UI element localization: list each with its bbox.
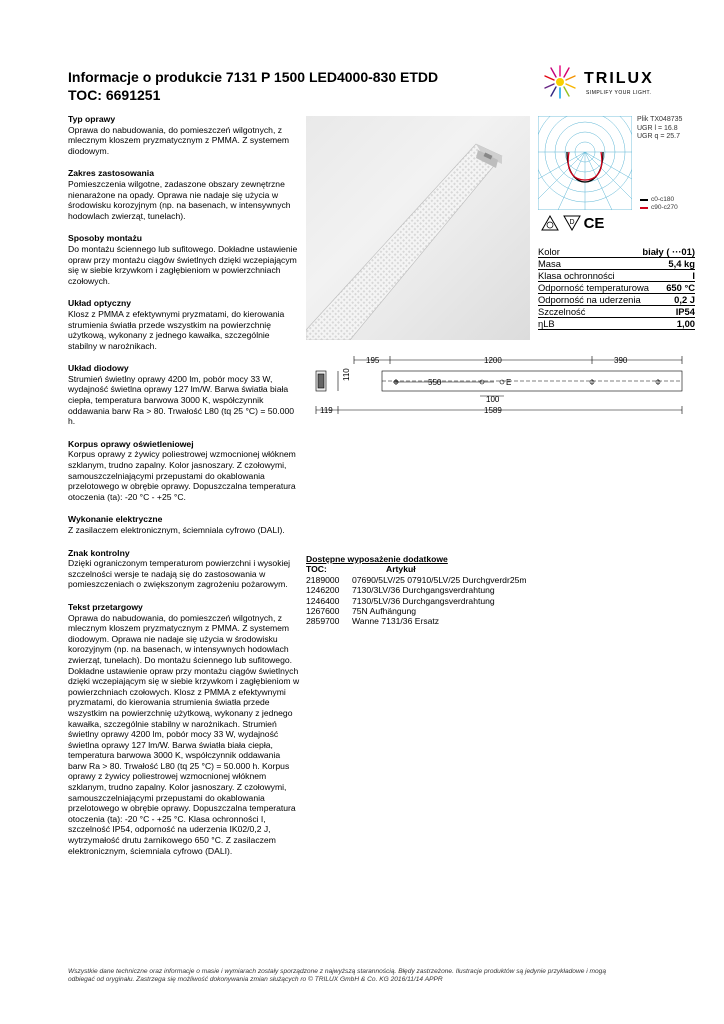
accessory-name: 75N Aufhängung <box>352 606 417 617</box>
prop-row-klasa <box>538 270 695 282</box>
section-sposoby-montazu <box>68 233 300 286</box>
section-heading: Korpus oprawy oświetleniowej <box>68 438 194 449</box>
logo-wordmark: TRILUX <box>584 70 654 87</box>
prop-row-eta-lb <box>538 318 695 330</box>
dim-119: 119 <box>320 406 333 415</box>
section-text: Do montażu ściennego lub sufitowego. Dokładne ustawienie opraw przy montażu ciągów świetlnych dzięki wczepiającym się w siebie krzywkom i zagłębieniom w powierzchniach czołowych. <box>68 243 298 286</box>
accessory-toc: 1267600 <box>306 606 340 617</box>
prop-label: Klasa ochronności <box>538 270 615 281</box>
dim-110: 110 <box>342 368 351 381</box>
section-heading: Tekst przetargowy <box>68 601 143 612</box>
title-line-2: TOC: 6691251 <box>68 87 161 103</box>
polar-legend <box>640 196 678 212</box>
legend-item <box>640 196 678 204</box>
properties-table <box>538 246 695 330</box>
ex-triangle-icon <box>541 215 559 231</box>
prop-value: 5,4 kg <box>668 258 695 269</box>
d-mark-icon <box>563 215 581 231</box>
section-tekst-przetargowy <box>68 602 300 856</box>
prop-value: 0,2 J <box>674 294 695 305</box>
accessories-header <box>306 564 596 574</box>
section-heading: Sposoby montażu <box>68 233 143 244</box>
legend-label: c0-c180 <box>651 196 675 203</box>
section-text: Pomieszczenia wilgotne, zadaszone obszary zewnętrzne nienarażone na opady. Oprawa nie nadaje się użycia w środowisku korozyjnym (np. na basenach, w intensywnych hodowlach zwierząt, tunelach). <box>68 178 291 221</box>
description-column <box>68 114 300 868</box>
section-text: Strumień świetlny oprawy 4200 lm, pobór mocy 33 W, wydajność świetlna oprawy 127 lm/W. Barwa światła biała ciepła, temperatura barwowa 3000 K, współczynnik oddawania barw Ra > 80. Trwałość L80 (tq 25 °C) = 50.000 h. <box>68 373 295 427</box>
prop-value: 650 °C <box>666 282 695 293</box>
dim-390: 390 <box>614 356 628 365</box>
col-artykul: Artykuł <box>386 564 416 575</box>
legend-swatch-red <box>640 207 648 209</box>
prop-row-szczelnosc <box>538 306 695 318</box>
legend-swatch-black <box>640 199 648 201</box>
prop-label: Masa <box>538 258 561 269</box>
col-toc: TOC: <box>306 564 327 575</box>
dim-550: 550 <box>428 378 442 387</box>
section-zakres-zastosowania <box>68 168 300 221</box>
ugr-l: UGR l = 16.8 <box>637 124 678 132</box>
footer-line-2: odbiegać od oryginału. Zastrzega się możliwość dokonywania zmian służących ro © TRILUX GmbH & Co. KG 2016/11/14 APPR <box>68 976 443 984</box>
accessory-toc: 1246200 <box>306 585 340 596</box>
accessory-name: Wanne 7131/36 Ersatz <box>352 616 440 627</box>
product-photo <box>306 116 530 340</box>
prop-label: Odporność na uderzenia <box>538 294 641 305</box>
section-text: Korpus oprawy z żywicy poliestrowej wzmocnionej włóknem szklanym, trudno zapalny. Kolor jasnoszary. Z czołowymi, samouszczelniającymi przepustami do okablowania przelotowego w obrębie oprawy. Dopuszczalna temperatura otoczenia (ta): -20 °C - +25 °C. <box>68 449 296 502</box>
ugr-q: UGR q = 25.7 <box>637 133 680 141</box>
section-text: Klosz z PMMA z efektywnymi pryzmatami, do kierowania strumienia światła przede wszystkim na powierzchnię użytkową, wykonany z jednego kawałka, szczególnie stabilny w narożnikach. <box>68 308 285 351</box>
d-mark-letter: D <box>569 219 575 226</box>
prop-row-uderzenia <box>538 294 695 306</box>
prop-label: ηLB <box>538 318 555 329</box>
section-heading: Znak kontrolny <box>68 547 130 558</box>
section-heading: Typ oprawy <box>68 114 116 124</box>
section-text: Oprawa do nabudowania, do pomieszczeń wilgotnych, z mlecznym kloszem pryzmatycznym z PMMA. Z systemem diodowym. Oprawa nie nadaje się użycia w środowisku korozyjnym (np. na basenach, w intensywnych hodowlach zwierząt, tunelach). Do montażu ściennego lub sufitowego. Dokładne ustawienie opraw przy montażu ciągów świetlnych dzięki wczepiającym się w siebie krzywkom i zagłębieniom w powierzchniach czołowych. Klosz z PMMA z efektywnymi pryzmatami, do kierowania strumienia światła przede wszystkim na powierzchnię użytkową, wykonany z jednego kawałka, szczególnie stabilny w narożnikach. Strumień świetlny oprawy 4200 lm, pobór mocy 33 W, wydajność świetlna oprawy 127 lm/W. Barwa światła biała ciepła, temperatura barwowa 3000 K, współczynnik oddawania barw Ra > 80. Trwałość L80 (tq 25 °C) = 50.000 h. Korpus oprawy z żywicy poliestrowej wzmocnionej włóknem szklanym, trudno zapalny. Kolor jasnoszary. Z czołowymi, samouszczelniającymi przepustami do okablowania przelotowego w obrębie oprawy. Dopuszczalna temperatura otoczenia (ta): -20 °C - +25 °C. Klasa ochronności I, szczelność IP54, odporność na uderzenia IK02/0,2 J, wytrzymałość drutu żarnikowego 650 °C. Z zasilaczem elektronicznym, ściemniala cyfrowo (DALI). <box>68 612 300 856</box>
accessory-toc: 2189000 <box>306 574 340 585</box>
prop-label: Odporność temperaturowa <box>538 282 649 293</box>
luminaire-image-icon <box>306 116 530 340</box>
prop-row-masa <box>538 258 695 270</box>
prop-value: 1,00 <box>676 318 695 329</box>
dim-195: 195 <box>366 356 380 365</box>
accessory-row <box>306 596 596 606</box>
section-heading: Układ diodowy <box>68 363 129 374</box>
accessory-row <box>306 606 596 616</box>
page-title <box>68 68 488 104</box>
accessories-heading: Dostępne wyposażenie dodatkowe <box>306 554 448 564</box>
legend-item <box>640 204 678 212</box>
accessory-name: 7130/3LV/36 Durchgangsverdrahtung <box>352 585 495 596</box>
prop-row-temperatura <box>538 282 695 294</box>
photometry-info <box>637 116 682 142</box>
title-line-1: Informacje o produkcie 7131 P 1500 LED4000-830 ETDD <box>68 69 439 85</box>
prop-row-kolor <box>538 246 695 258</box>
section-wykonanie-elektryczne <box>68 514 300 535</box>
disclaimer-footer <box>68 968 668 985</box>
section-uklad-diodowy <box>68 363 300 427</box>
logo-tagline: SIMPLIFY YOUR LIGHT. <box>586 90 652 96</box>
section-typ-oprawy <box>68 114 300 156</box>
ce-mark: CE <box>583 214 605 232</box>
dim-1200: 1200 <box>484 356 502 365</box>
section-text: Oprawa do nabudowania, do pomieszczeń wilgotnych, z mlecznym kloszem pryzmatycznym z PMMA. Z systemem diodowym. <box>68 124 290 156</box>
dim-1589: 1589 <box>484 406 502 415</box>
accessory-toc: 1246400 <box>306 595 340 606</box>
prop-value: biały ( ···01) <box>642 246 695 257</box>
accessory-name: 7130/5LV/36 Durchgangsverdrahtung <box>352 595 495 606</box>
legend-label: c90-c270 <box>651 204 678 211</box>
prop-label: Szczelność <box>538 306 586 317</box>
certification-marks <box>541 214 603 232</box>
section-korpus <box>68 439 300 503</box>
section-znak-kontrolny <box>68 548 300 590</box>
color-wheel-logo-icon <box>540 62 580 102</box>
section-heading: Zakres zastosowania <box>68 168 154 179</box>
prop-value: IP54 <box>675 306 695 317</box>
dim-100: 100 <box>486 395 500 404</box>
section-uklad-optyczny <box>68 298 300 351</box>
footer-line-1: Wszystkie dane techniczne oraz informacje o masie i wymiarach zostały sporządzone z najwyższą starannością. Błędy zastrzeżone. Ilustracje produktów są jedynie przykładowe i mogą <box>68 968 606 975</box>
accessory-name: 07690/5LV/25 07910/5LV/25 Durchgverdr25m <box>352 574 527 585</box>
section-heading: Układ optyczny <box>68 298 132 309</box>
trilux-logo <box>540 66 690 102</box>
photometry-file: Plik TX048735 <box>637 116 683 123</box>
dimension-drawing <box>308 350 694 424</box>
section-heading: Wykonanie elektryczne <box>68 514 163 525</box>
prop-label: Kolor <box>538 246 560 257</box>
prop-value: I <box>692 270 695 281</box>
accessories-list <box>306 554 596 627</box>
section-text: Z zasilaczem elektronicznym, ściemniala cyfrowo (DALI). <box>68 525 285 535</box>
accessory-row <box>306 616 596 626</box>
mark-e: E <box>506 378 512 387</box>
accessory-row <box>306 575 596 585</box>
polar-diagram <box>538 116 632 210</box>
section-text: Dzięki ograniczonym temperaturom powierzchni i wysokiej szczelności wersje te nadają się do zastosowania w pomieszczeniach o zwiększonym zagrożeniu pożarowym. <box>68 558 291 590</box>
accessory-toc: 2859700 <box>306 616 340 627</box>
accessory-row <box>306 585 596 595</box>
